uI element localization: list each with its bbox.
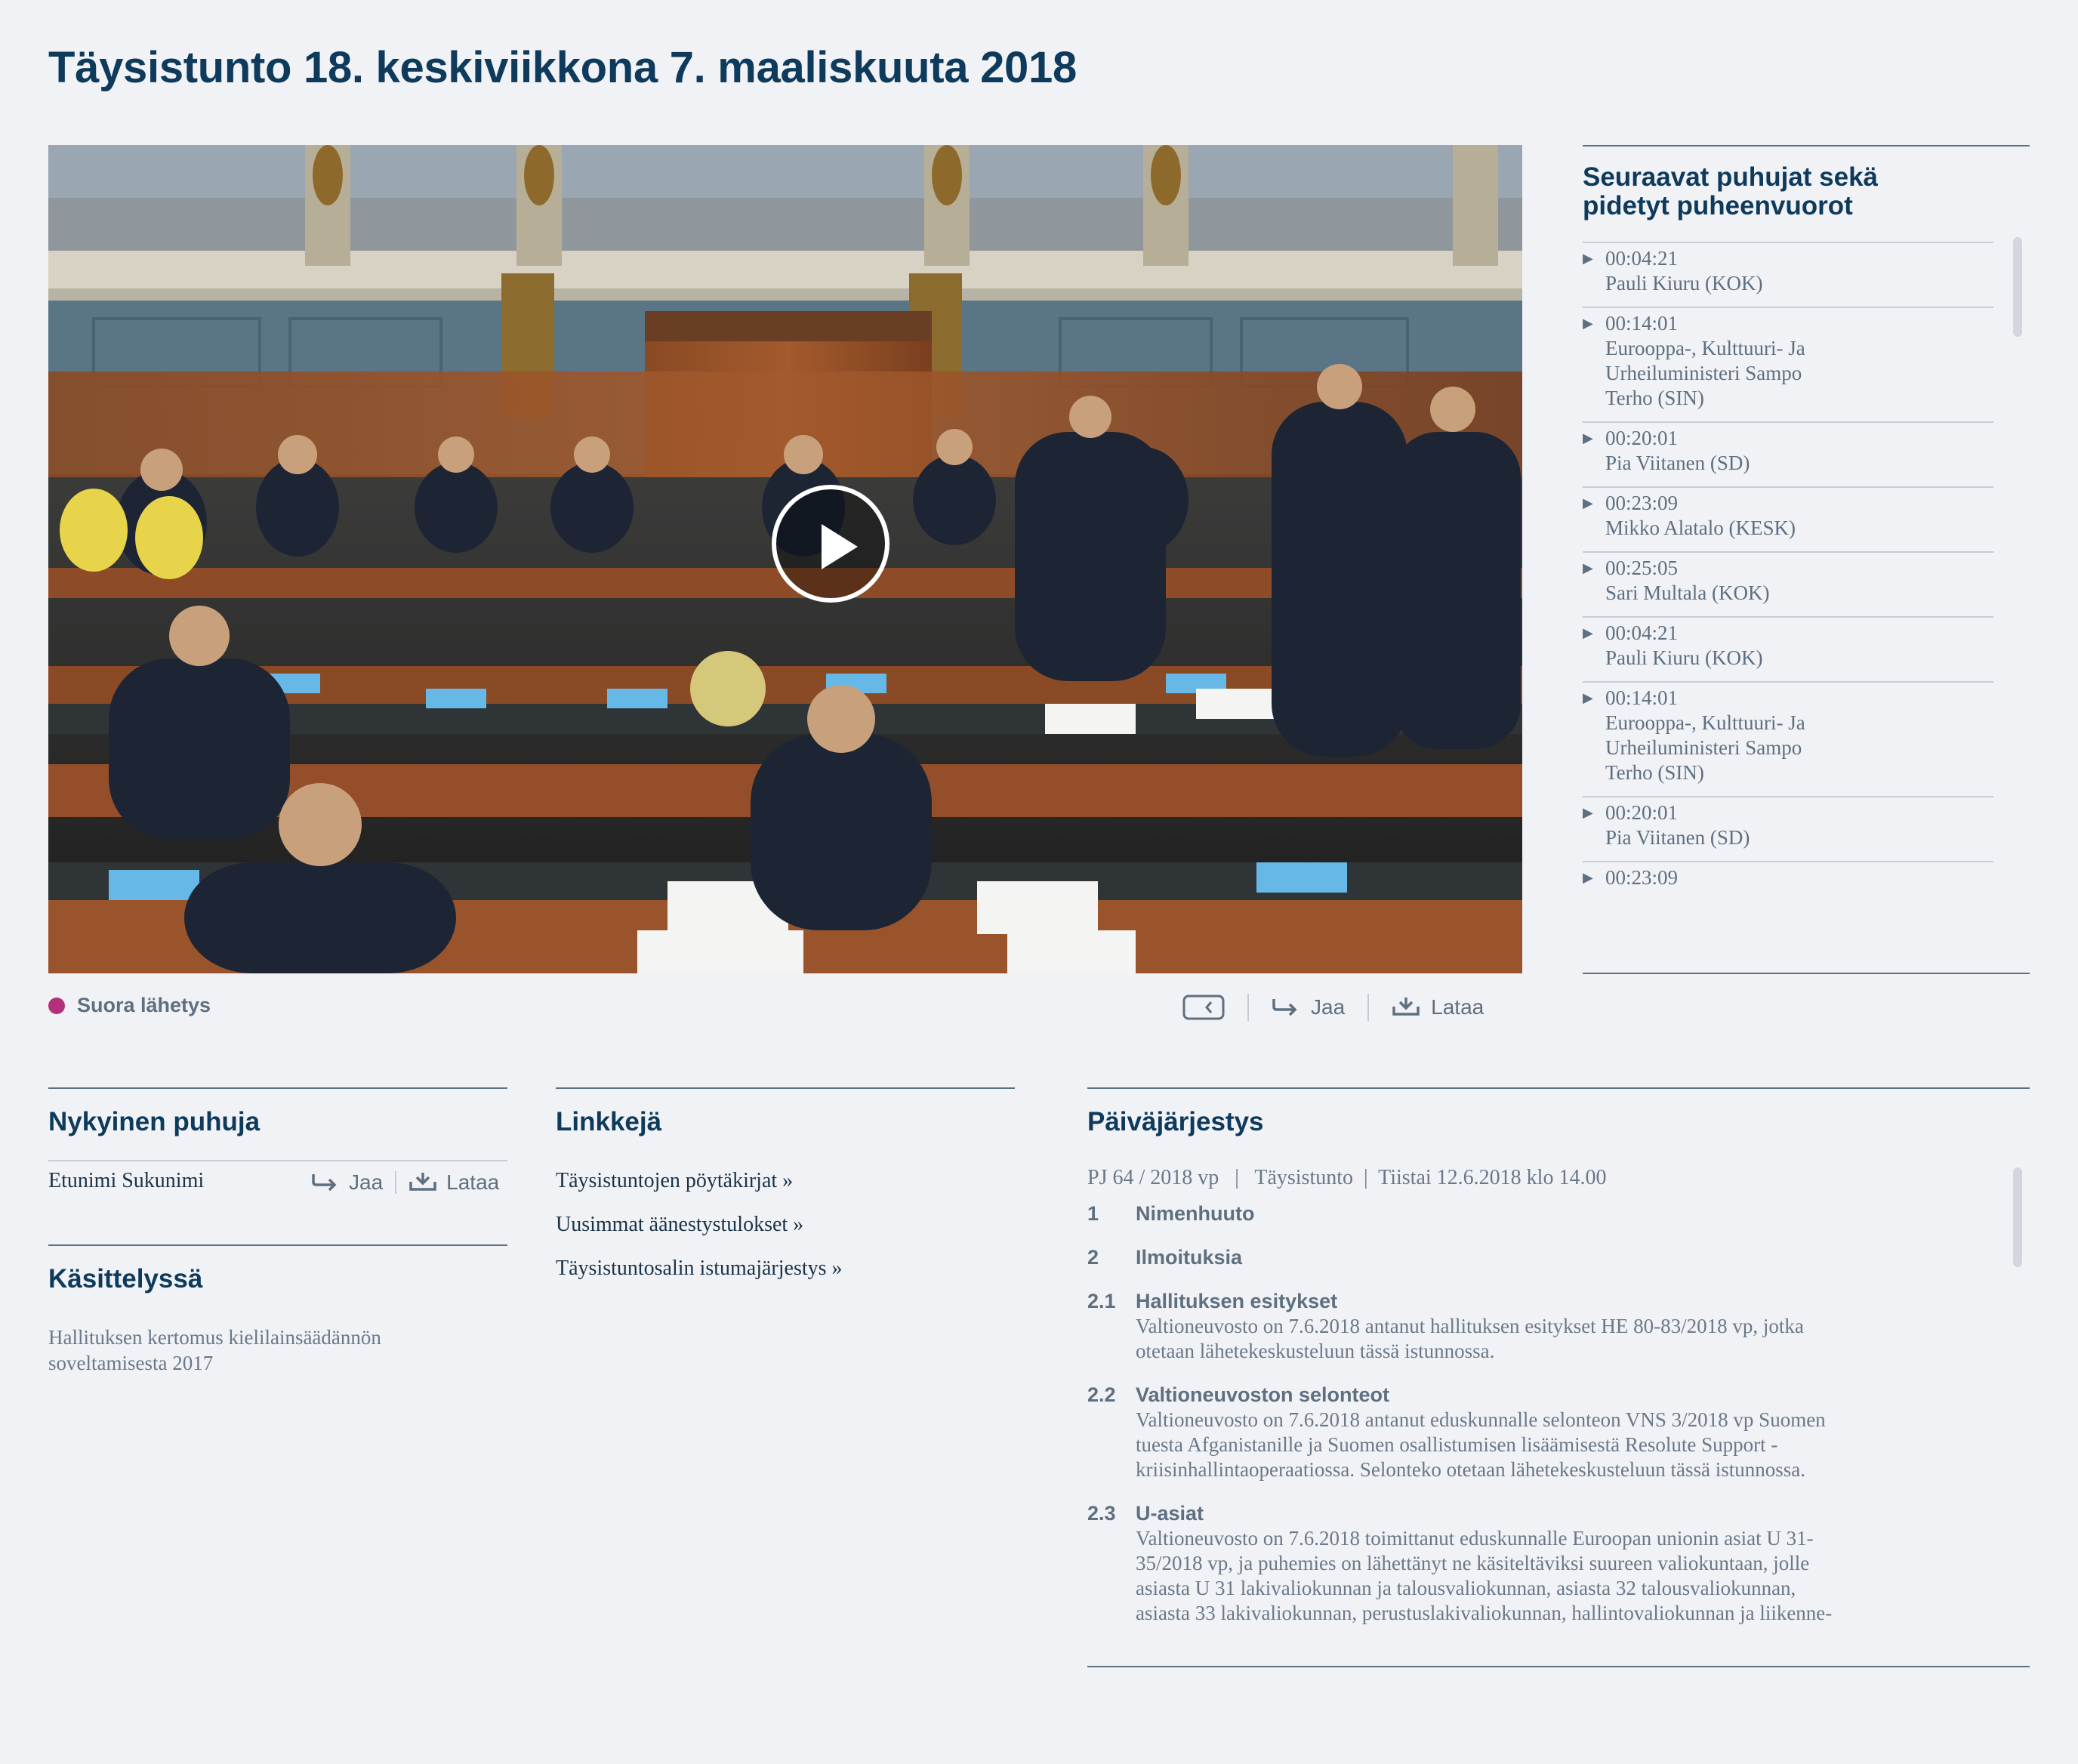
share-button[interactable] [1272, 995, 1345, 1019]
play-triangle-icon: ▶ [1583, 690, 1593, 706]
agenda-scrollbar[interactable] [2013, 1167, 2022, 1267]
speakers-list[interactable] [1583, 242, 1993, 958]
speaker-item[interactable] [1583, 616, 1993, 681]
speaker-name: Pauli Kiuru (KOK) [1605, 646, 1763, 669]
speaker-name: Terho (SIN) [1605, 761, 1704, 784]
agenda-list[interactable] [1087, 1201, 1963, 1631]
speaker-item[interactable] [1583, 796, 1993, 861]
speaker-item[interactable] [1583, 242, 1993, 307]
current-speaker-download-button[interactable] [409, 1170, 499, 1195]
agenda-item-title[interactable]: U-asiat [1136, 1502, 1204, 1525]
play-triangle-icon: ▶ [1583, 560, 1593, 576]
current-speaker-top-rule [48, 1087, 507, 1089]
download-label: Lataa [1431, 995, 1485, 1019]
agenda-item-number: 2 [1087, 1246, 1099, 1269]
video-player[interactable] [48, 145, 1522, 973]
speaker-time-label: 00:25:05 [1605, 557, 1679, 579]
speaker-time-label: 00:20:01 [1605, 801, 1679, 824]
agenda-item [1087, 1382, 1963, 1482]
agenda-item-body [1136, 1382, 1963, 1482]
current-speaker-name: Etunimi Sukunimi [48, 1169, 205, 1192]
speaker-item[interactable] [1583, 551, 1993, 616]
agenda-item-description: kriisinhallintaoperaatiossa. Selonteko otetaan lähetekeskusteluun tässä istunnossa. [1136, 1458, 1806, 1481]
link-voting-results[interactable]: Uusimmat äänestystulokset » [556, 1213, 804, 1236]
agenda-item-description: otetaan lähetekeskusteluun tässä istunnossa. [1136, 1340, 1495, 1362]
speaker-time-label: 00:14:01 [1605, 686, 1679, 709]
agenda-item-body [1136, 1500, 1963, 1626]
speaker-name: Eurooppa-, Kulttuuri- Ja [1605, 711, 1805, 734]
agenda-item-description: asiasta U 31 lakivaliokunnan ja talousvaliokunnan, asiasta 32 talousvaliokunnan, [1136, 1577, 1796, 1599]
links-title: Linkkejä [556, 1107, 662, 1136]
agenda-item [1087, 1500, 1963, 1626]
divider [48, 1160, 507, 1161]
speaker-name: Pia Viitanen (SD) [1605, 452, 1750, 474]
share-label: Jaa [1311, 995, 1346, 1019]
speaker-name: Terho (SIN) [1605, 387, 1704, 409]
captions-button[interactable] [1182, 995, 1225, 1020]
agenda-item-number: 2.1 [1087, 1290, 1116, 1312]
speaker-time [1583, 556, 1993, 581]
speaker-name: Pia Viitanen (SD) [1605, 826, 1750, 849]
speaker-time [1583, 621, 1993, 646]
current-speaker-share-button[interactable] [311, 1170, 383, 1195]
speaker-time-label: 00:23:09 [1605, 866, 1679, 889]
speaker-name: Sari Multala (KOK) [1605, 581, 1770, 604]
agenda-item-description: Valtioneuvosto on 7.6.2018 toimittanut eduskunnalle Euroopan unionin asiat U 31- [1136, 1527, 1814, 1550]
agenda-item [1087, 1201, 1963, 1226]
agenda-item [1087, 1244, 1963, 1270]
speaker-time [1583, 426, 1993, 451]
speaker-time [1583, 311, 1993, 336]
play-triangle-icon: ▶ [1583, 805, 1593, 821]
speaker-name: Urheiluministeri Sampo [1605, 362, 1802, 384]
agenda-item-title[interactable]: Nimenhuuto [1136, 1202, 1255, 1225]
current-speaker-title: Nykyinen puhuja [48, 1107, 261, 1136]
share-arrow-icon [311, 1171, 340, 1194]
link-seating-order[interactable]: Täysistuntosalin istumajärjestys » [556, 1257, 843, 1280]
video-toolbar [1182, 991, 1484, 1024]
download-label: Lataa [446, 1170, 500, 1194]
agenda-item-number: 2.3 [1087, 1502, 1116, 1525]
sidebar-bottom-rule [1583, 973, 2030, 974]
agenda-item [1087, 1288, 1963, 1364]
play-triangle-icon: ▶ [1583, 495, 1593, 511]
agenda-title: Päiväjärjestys [1087, 1107, 1264, 1136]
speaker-item[interactable] [1583, 681, 1993, 796]
agenda-item-body [1136, 1201, 1963, 1226]
speakers-scrollbar[interactable] [2013, 237, 2022, 337]
agenda-item-title[interactable]: Ilmoituksia [1136, 1246, 1243, 1269]
download-icon [1392, 996, 1420, 1019]
speaker-time-label: 00:23:09 [1605, 492, 1679, 514]
speaker-item[interactable] [1583, 486, 1993, 551]
agenda-item-number: 1 [1087, 1202, 1099, 1225]
toolbar-divider [395, 1171, 396, 1194]
toolbar-divider [1367, 994, 1369, 1021]
agenda-item-body [1136, 1288, 1963, 1364]
speaker-time-label: 00:14:01 [1605, 312, 1679, 335]
in-process-text [48, 1325, 381, 1376]
agenda-item-number: 2.2 [1087, 1383, 1116, 1406]
sidebar-top-rule [1583, 145, 2030, 146]
agenda-item-description: asiasta 33 lakivaliokunnan, perustuslakivaliokunnan, hallintovaliokunnan ja liikenne- [1136, 1602, 1833, 1624]
speaker-time [1583, 686, 1993, 711]
speaker-item[interactable] [1583, 861, 1993, 901]
play-triangle-icon: ▶ [1583, 625, 1593, 641]
speaker-time [1583, 865, 1993, 890]
page-title: Täysistunto 18. keskiviikkona 7. maaliskuuta 2018 [48, 43, 1077, 92]
play-triangle-icon: ▶ [1583, 870, 1593, 886]
speakers-title-line: pidetyt puheenvuorot [1583, 191, 1853, 220]
agenda-top-rule [1087, 1087, 2030, 1089]
agenda-item-description: Valtioneuvosto on 7.6.2018 antanut hallituksen esitykset HE 80-83/2018 vp, jotka [1136, 1315, 1804, 1337]
in-process-text-line: soveltamisesta 2017 [48, 1352, 214, 1374]
agenda-item-body [1136, 1244, 1963, 1270]
speaker-time-label: 00:04:21 [1605, 621, 1679, 644]
speaker-time [1583, 491, 1993, 516]
speakers-title-line: Seuraavat puhujat sekä [1583, 162, 1878, 192]
agenda-meta: PJ 64 / 2018 vp | Täysistunto | Tiistai 12.6.2018 klo 14.00 [1087, 1166, 1607, 1189]
play-triangle-icon: ▶ [1583, 251, 1593, 267]
speaker-time [1583, 800, 1993, 825]
live-indicator [48, 994, 211, 1017]
speaker-time [1583, 246, 1993, 271]
play-triangle-icon: ▶ [1583, 430, 1593, 446]
links-top-rule [556, 1087, 1015, 1089]
agenda-item-description: Valtioneuvosto on 7.6.2018 antanut eduskunnalle selonteon VNS 3/2018 vp Suomen [1136, 1408, 1826, 1431]
agenda-item-description: tuesta Afganistanille ja Suomen osallistumisen lisäämisestä Resolute Support - [1136, 1433, 1778, 1456]
agenda-item-description: 35/2018 vp, ja puhemies on lähettänyt ne käsiteltäviksi suureen valiokuntaan, jolle [1136, 1552, 1810, 1574]
download-button[interactable] [1392, 995, 1484, 1019]
speaker-item[interactable] [1583, 307, 1993, 421]
agenda-bottom-rule [1087, 1666, 2030, 1667]
in-process-top-rule [48, 1244, 507, 1246]
in-process-title: Käsittelyssä [48, 1264, 203, 1294]
agenda-item-title[interactable]: Hallituksen esitykset [1136, 1290, 1338, 1312]
current-speaker-tools [311, 1167, 499, 1198]
toolbar-divider [1247, 994, 1249, 1021]
agenda-item-title[interactable]: Valtioneuvoston selonteot [1136, 1383, 1390, 1406]
speaker-time-label: 00:20:01 [1605, 427, 1679, 449]
speaker-name: Urheiluministeri Sampo [1605, 736, 1802, 759]
captions-icon [1182, 995, 1225, 1020]
share-arrow-icon [1272, 996, 1300, 1019]
play-triangle-icon: ▶ [1583, 316, 1593, 332]
share-label: Jaa [349, 1170, 384, 1194]
in-process-text-line: Hallituksen kertomus kielilainsäädännön [48, 1326, 381, 1349]
live-dot-icon [48, 998, 65, 1014]
speaker-time-label: 00:04:21 [1605, 247, 1679, 270]
speaker-item[interactable] [1583, 421, 1993, 486]
speaker-name: Pauli Kiuru (KOK) [1605, 272, 1763, 295]
play-button[interactable] [772, 485, 889, 603]
speaker-name: Eurooppa-, Kulttuuri- Ja [1605, 337, 1805, 359]
download-icon [409, 1171, 437, 1194]
live-label: Suora lähetys [77, 994, 211, 1016]
link-minutes[interactable]: Täysistuntojen pöytäkirjat » [556, 1169, 794, 1192]
speaker-name: Mikko Alatalo (KESK) [1605, 517, 1796, 539]
speakers-panel-title [1583, 163, 1945, 220]
